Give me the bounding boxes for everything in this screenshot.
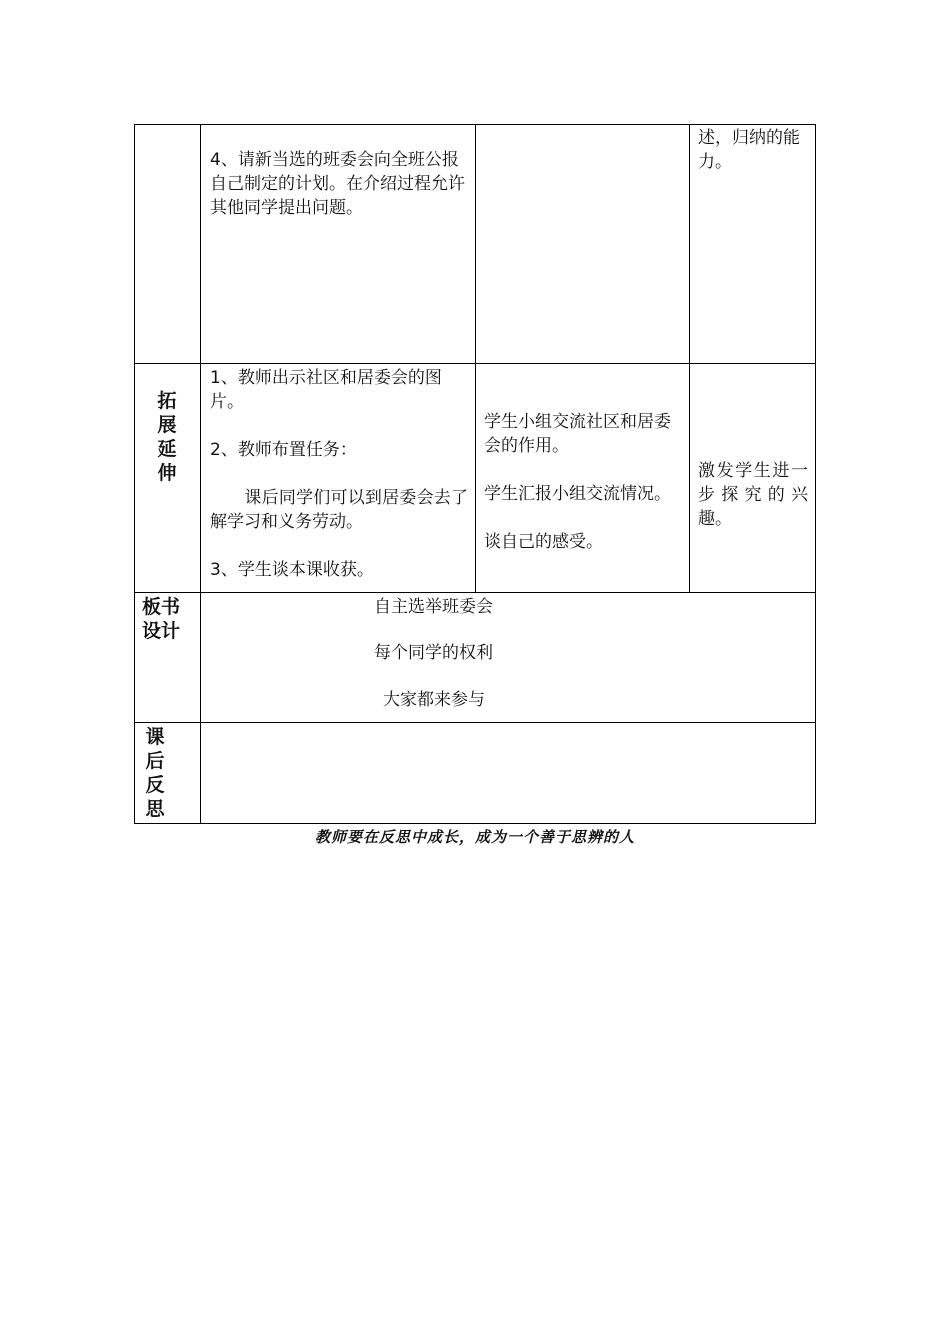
activity-item: 3、学生谈本课收获。 bbox=[210, 560, 374, 580]
table-border-bottom bbox=[134, 823, 816, 824]
board-line bbox=[383, 688, 583, 712]
student-item: 学生汇报小组交流情况。 bbox=[484, 484, 671, 504]
intent-text: 述，归纳的能力。 bbox=[698, 128, 800, 172]
row-label-text: 拓展延伸 bbox=[157, 390, 177, 484]
activity-cell bbox=[210, 366, 468, 582]
student-item: 谈自己的感受。 bbox=[484, 532, 603, 552]
board-line bbox=[374, 641, 574, 665]
board-text: 每个同学的权利 bbox=[374, 643, 493, 663]
intent-cell bbox=[698, 126, 808, 174]
row-divider bbox=[134, 722, 816, 723]
table-border-right bbox=[815, 124, 816, 824]
activity-item: 课后同学们可以到居委会去了解学习和义务劳动。 bbox=[210, 488, 468, 532]
row-label-extend bbox=[152, 389, 182, 485]
intent-text: 激发学生进一步探究的兴趣。 bbox=[698, 461, 808, 529]
intent-cell bbox=[698, 459, 808, 531]
column-divider bbox=[689, 124, 690, 593]
row-label-text: 板书设计 bbox=[142, 596, 181, 642]
row-label-text: 课后反思 bbox=[145, 726, 165, 820]
table-border-left bbox=[134, 124, 135, 824]
activity-item: 1、教师出示社区和居委会的图片。 bbox=[210, 368, 442, 412]
board-text: 大家都来参与 bbox=[383, 690, 485, 710]
footer-motto: 教师要在反思中成长，成为一个善于思辨的人 bbox=[314, 828, 635, 846]
board-line bbox=[374, 595, 574, 619]
activity-item: 2、教师布置任务： bbox=[210, 440, 357, 460]
column-divider bbox=[200, 124, 201, 824]
row-label-board bbox=[142, 595, 192, 643]
row-label-reflect bbox=[140, 725, 170, 821]
column-divider bbox=[475, 124, 476, 593]
activity-cell bbox=[210, 148, 468, 220]
student-item: 学生小组交流社区和居委会的作用。 bbox=[484, 412, 671, 456]
board-text: 自主选举班委会 bbox=[374, 597, 493, 617]
activity-text: 4、请新当选的班委会向全班公报自己制定的计划。在介绍过程允许其他同学提出问题。 bbox=[210, 150, 465, 218]
student-cell bbox=[484, 410, 680, 554]
